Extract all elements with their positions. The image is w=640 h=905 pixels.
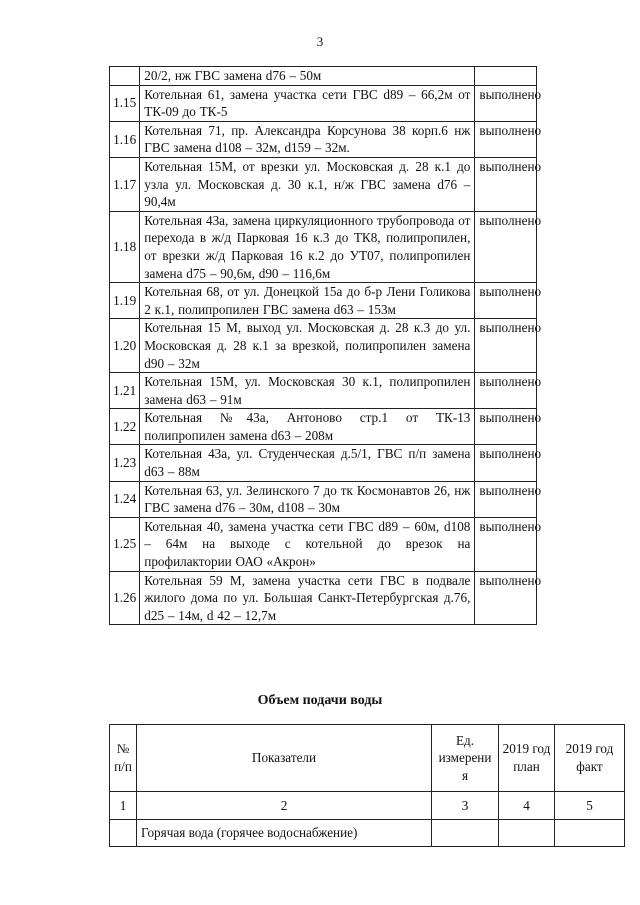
header-plan: 2019 год план bbox=[499, 725, 555, 792]
column-number: 3 bbox=[432, 792, 499, 820]
row-description: 20/2, нж ГВС замена d76 – 50м bbox=[140, 67, 475, 86]
row-indicator: Горячая вода (горячее водоснабжение) bbox=[137, 820, 432, 847]
table-row bbox=[110, 373, 537, 409]
row-number: 1.19 bbox=[110, 283, 140, 319]
row-number: 1.26 bbox=[110, 571, 140, 625]
table-row bbox=[110, 211, 537, 282]
row-status: выполнено bbox=[475, 517, 537, 571]
column-number: 1 bbox=[110, 792, 137, 820]
table-row bbox=[110, 571, 537, 625]
row-number: 1.18 bbox=[110, 211, 140, 282]
row-status: выполнено bbox=[475, 157, 537, 211]
row-plan bbox=[499, 820, 555, 847]
row-description: Котельная 15М, ул. Московская 30 к.1, полипропилен замена d63 – 91м bbox=[140, 373, 475, 409]
column-number: 2 bbox=[137, 792, 432, 820]
header-row bbox=[110, 725, 625, 792]
row-fact bbox=[555, 820, 625, 847]
row-description: Котельная №43а, Антоново стр.1 от ТК-13 полипропилен замена d63 – 208м bbox=[140, 409, 475, 445]
row-number: 1.23 bbox=[110, 445, 140, 481]
row-description: Котельная 43а, замена циркуляционного трубопровода от перехода в ж/д Парковая 16 к.3 до ТК8, полипропилен, от врезки ж/д Парковая 16 к.2 до УТ07, полипропилен замена d75 – 90,6м, d90 – 116,6м bbox=[140, 211, 475, 282]
header-fact: 2019 год факт bbox=[555, 725, 625, 792]
row-number: 1.16 bbox=[110, 121, 140, 157]
row-description: Котельная 15 М, выход ул. Московская д. 28 к.3 до ул. Московская д. 28 к.1 за врезкой, полипропилен замена d90 – 32м bbox=[140, 319, 475, 373]
row-description: Котельная 61, замена участка сети ГВС d89 – 66,2м от ТК-09 до ТК-5 bbox=[140, 85, 475, 121]
row-number: 1.24 bbox=[110, 481, 140, 517]
row-status: выполнено bbox=[475, 445, 537, 481]
row-description: Котельная 71, пр. Александра Корсунова 38 корп.6 нж ГВС замена d108 – 32м, d159 – 32м. bbox=[140, 121, 475, 157]
row-number bbox=[110, 67, 140, 86]
row-status: выполнено bbox=[475, 283, 537, 319]
row-number: 1.15 bbox=[110, 85, 140, 121]
row-status: выполнено bbox=[475, 409, 537, 445]
row-description: Котельная 63, ул. Зелинского 7 до тк Космонавтов 26, нж ГВС замена d76 – 30м, d108 – 30м bbox=[140, 481, 475, 517]
row-number: 1.20 bbox=[110, 319, 140, 373]
row-description: Котельная 68, от ул. Донецкой 15а до б-р Лени Голикова 2 к.1, полипропилен ГВС замена d63 – 153м bbox=[140, 283, 475, 319]
row-status: выполнено bbox=[475, 481, 537, 517]
row-description: Котельная 15М, от врезки ул. Московская д. 28 к.1 до узла ул. Московская д. 30 к.1, н/ж ГВС замена d76 – 90,4м bbox=[140, 157, 475, 211]
table-row bbox=[110, 121, 537, 157]
section-title: Объем подачи воды bbox=[257, 693, 383, 708]
row-status: выполнено bbox=[475, 319, 537, 373]
table-row bbox=[110, 283, 537, 319]
page-number: 3 bbox=[316, 34, 324, 49]
table-row bbox=[110, 820, 625, 847]
row-description: Котельная 43а, ул. Студенческая д.5/1, ГВС п/п замена d63 – 88м bbox=[140, 445, 475, 481]
table-row bbox=[110, 481, 537, 517]
column-number: 5 bbox=[555, 792, 625, 820]
row-status bbox=[475, 67, 537, 86]
row-status: выполнено bbox=[475, 571, 537, 625]
water-supply-table bbox=[109, 724, 625, 847]
header-indicator: Показатели bbox=[137, 725, 432, 792]
row-description: Котельная 40, замена участка сети ГВС d89 – 60м, d108 – 64м на выходе с котельной до врезок на профилактории ОАО «Акрон» bbox=[140, 517, 475, 571]
row-status: выполнено bbox=[475, 85, 537, 121]
row-number: 1.22 bbox=[110, 409, 140, 445]
table-row bbox=[110, 67, 537, 86]
header-unit: Ед. измерени я bbox=[432, 725, 499, 792]
row-description: Котельная 59 М, замена участка сети ГВС в подвале жилого дома по ул. Большая Санкт-Петербургская д.76, d25 – 14м, d 42 – 12,7м bbox=[140, 571, 475, 625]
row-number: 1.17 bbox=[110, 157, 140, 211]
works-table bbox=[109, 66, 542, 625]
table-row bbox=[110, 85, 537, 121]
table-row bbox=[110, 319, 537, 373]
table-row bbox=[110, 517, 537, 571]
table-row bbox=[110, 157, 537, 211]
row-status: выполнено bbox=[475, 121, 537, 157]
row-status: выполнено bbox=[475, 211, 537, 282]
header-num: № п/п bbox=[110, 725, 137, 792]
table-row bbox=[110, 409, 537, 445]
column-number: 4 bbox=[499, 792, 555, 820]
row-number: 1.25 bbox=[110, 517, 140, 571]
table-row bbox=[110, 445, 537, 481]
row-number: 1.21 bbox=[110, 373, 140, 409]
row-status: выполнено bbox=[475, 373, 537, 409]
row-unit bbox=[432, 820, 499, 847]
column-number-row bbox=[110, 792, 625, 820]
row-num bbox=[110, 820, 137, 847]
works-table-body bbox=[110, 67, 542, 625]
